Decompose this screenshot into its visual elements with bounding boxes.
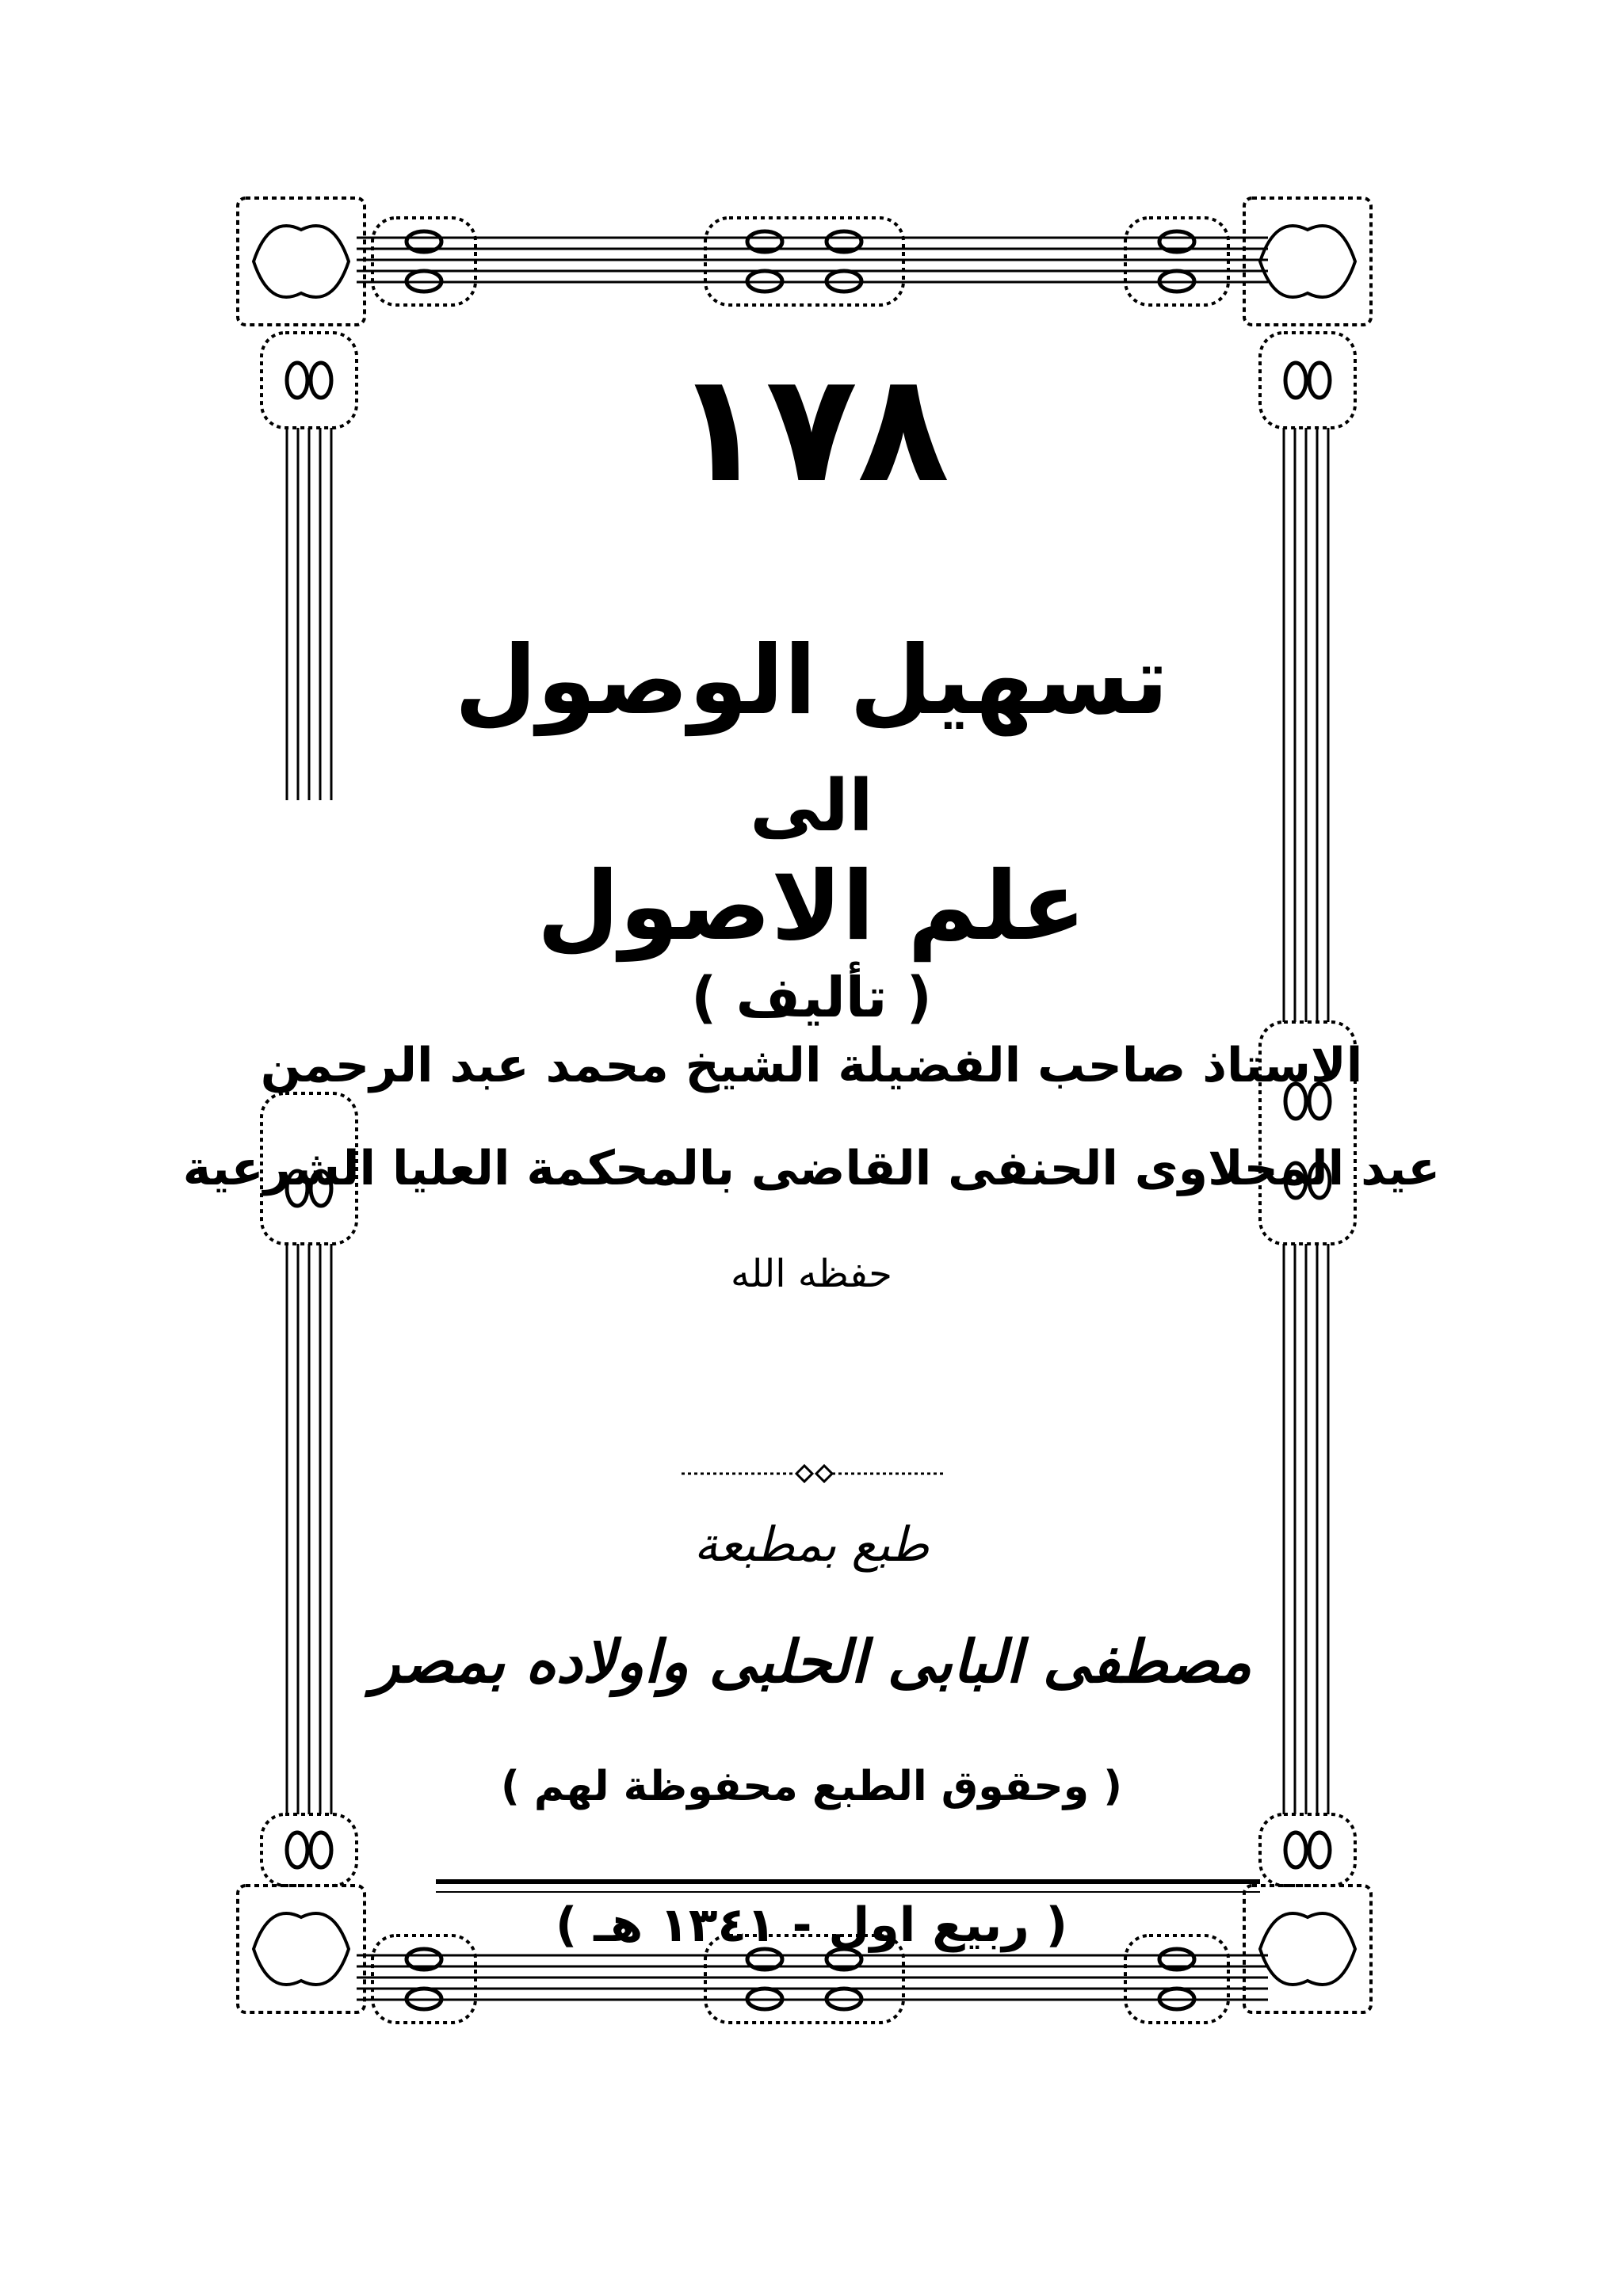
- book-title-line-2: الى: [750, 765, 873, 848]
- author-line-1: الاستاذ صاحب الفضيلة الشيخ محمد عبد الرحمن: [260, 1038, 1363, 1093]
- copyright-notice: ( وحقوق الطبع محفوظة لهم ): [501, 1763, 1122, 1810]
- book-title-line-1: تسهيل الوصول: [454, 626, 1169, 736]
- book-title-line-3: علم الاصول: [537, 852, 1086, 962]
- author-line-2: عيد المحلاوى الحنفى القاضى بالمحكمة العليا الشرعية: [182, 1141, 1441, 1196]
- printed-at-label: طبع بمطبعة: [693, 1517, 930, 1573]
- author-blessing: حفظه الله: [731, 1252, 892, 1296]
- authored-by-label: ( تأليف ): [691, 965, 932, 1030]
- publication-date: ( ربيع اول - ١٣٤١ هـ ): [555, 1897, 1068, 1953]
- publisher-name: مصطفى البابى الحلبى واولاده بمصر: [371, 1628, 1252, 1696]
- shelf-number: ١٧٨: [674, 341, 949, 516]
